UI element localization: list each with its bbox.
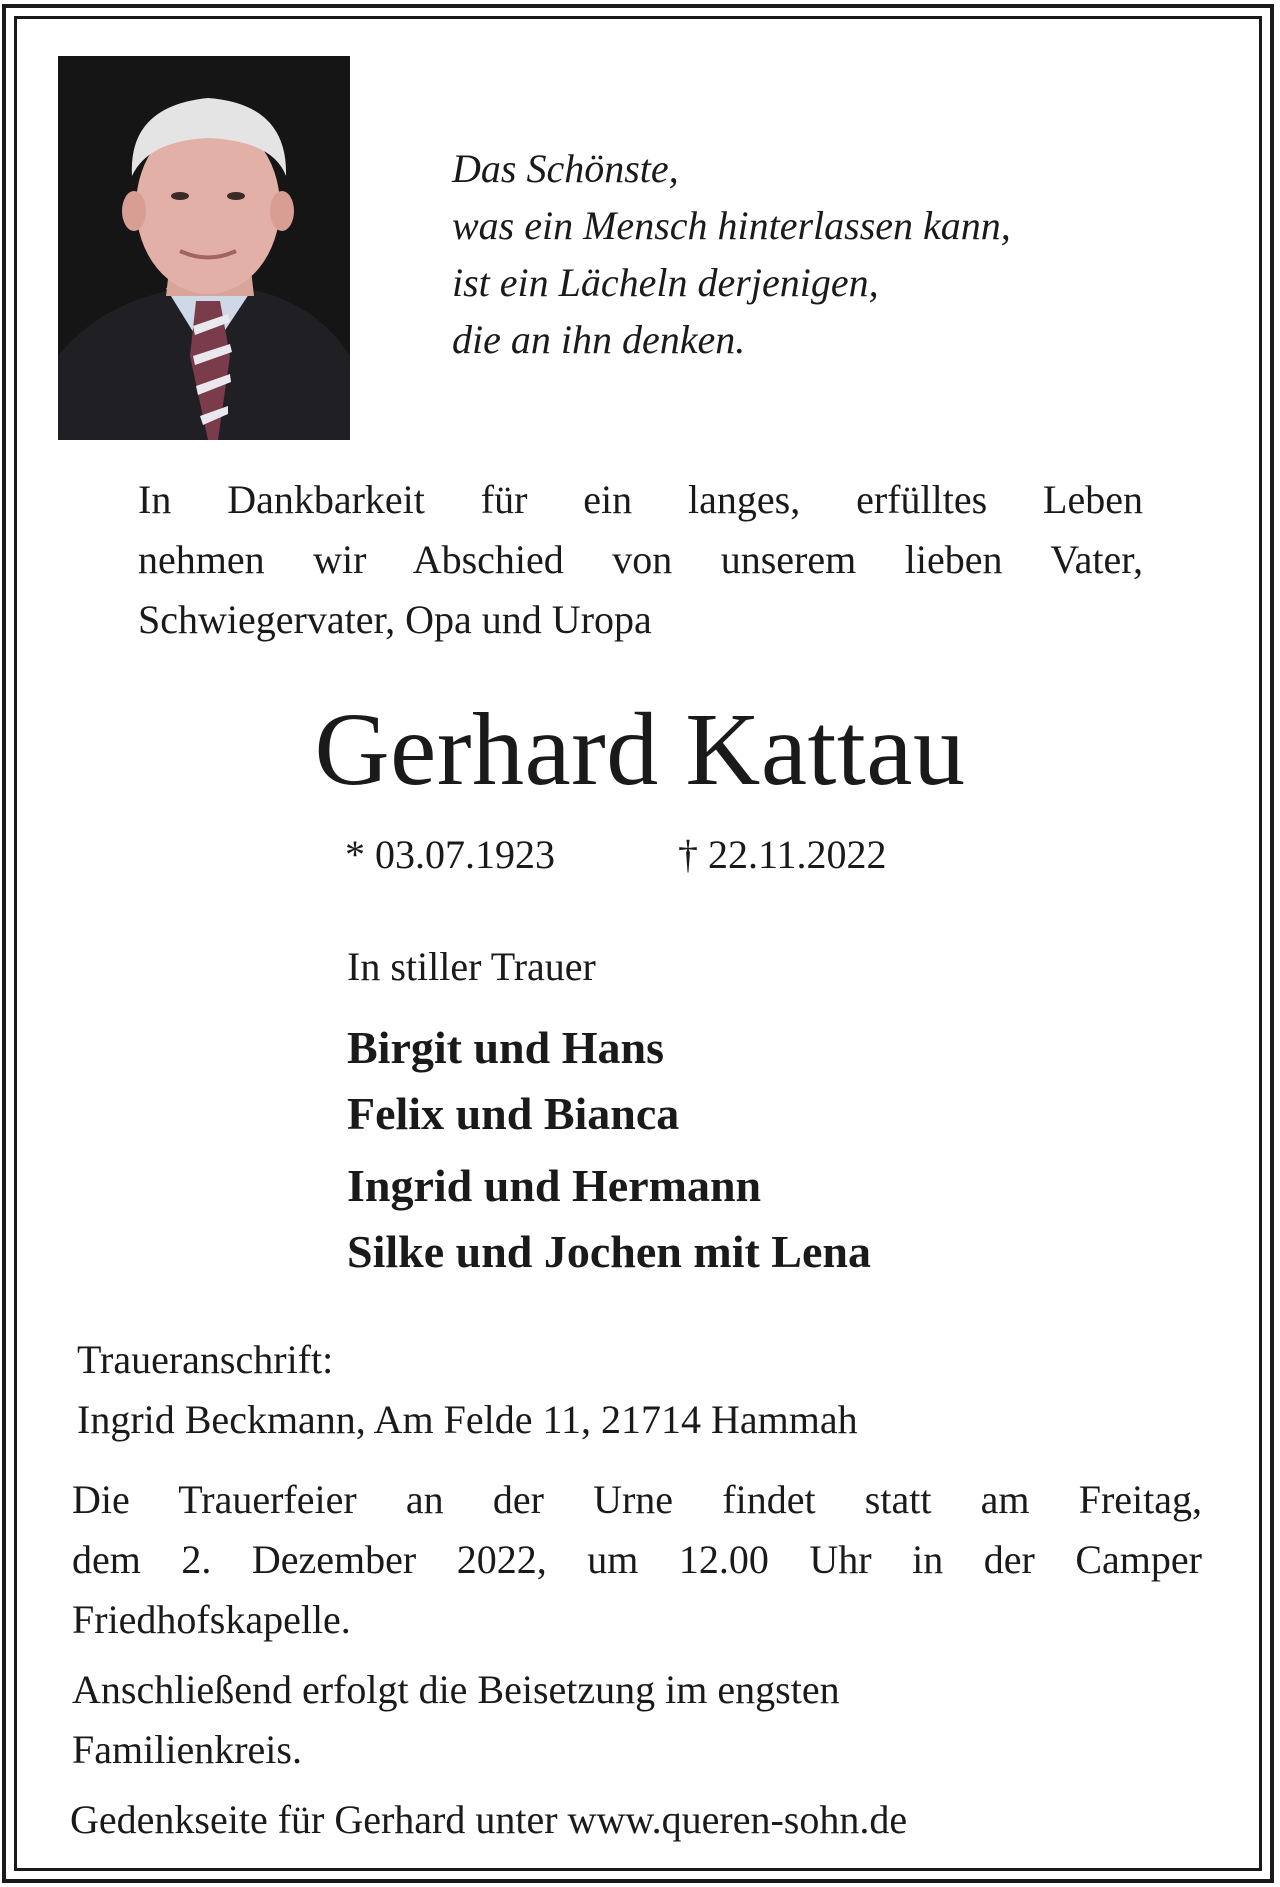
mourner-name: Birgit und Hans	[347, 1022, 664, 1073]
burial-line: Anschließend erfolgt die Beisetzung im engsten	[72, 1667, 840, 1712]
quote	[452, 140, 1011, 368]
deceased-name: Gerhard Kattau	[314, 692, 966, 807]
portrait-image	[58, 56, 350, 440]
address-value: Ingrid Beckmann, Am Felde 11, 21714 Hammah	[77, 1397, 858, 1442]
quote-line: die an ihn denken.	[452, 317, 746, 362]
quote-line: Das Schönste,	[452, 146, 679, 191]
quote-line: was ein Mensch hinterlassen kann,	[452, 203, 1011, 248]
ceremony-line: Friedhofskapelle.	[72, 1597, 351, 1642]
ceremony-line: Die Trauerfeier an der Urne findet statt am Freitag,	[72, 1477, 1202, 1522]
death-date: † 22.11.2022	[678, 832, 887, 877]
intro-line: In Dankbarkeit für ein langes, erfülltes Leben	[138, 477, 1143, 522]
mourner-name: Felix und Bianca	[347, 1088, 680, 1139]
quote-line: ist ein Lächeln derjenigen,	[452, 260, 879, 305]
burial-line: Familienkreis.	[72, 1727, 302, 1772]
mourners-list	[347, 1015, 871, 1285]
intro-line: nehmen wir Abschied von unserem lieben Vater,	[138, 537, 1143, 582]
mourning-address	[77, 1330, 858, 1450]
intro-text	[138, 470, 1143, 650]
memorial-page-link[interactable]: Gedenkseite für Gerhard unter www.queren-sohn.de	[70, 1797, 908, 1842]
ceremony-notice	[72, 1470, 1202, 1650]
mourner-name: Ingrid und Hermann	[347, 1160, 762, 1211]
portrait-photo	[58, 56, 350, 440]
mourner-name: Silke und Jochen mit Lena	[347, 1226, 871, 1277]
intro-line: Schwiegervater, Opa und Uropa	[138, 597, 652, 642]
birth-date: * 03.07.1923	[345, 832, 555, 877]
ceremony-line: dem 2. Dezember 2022, um 12.00 Uhr in der Camper	[72, 1537, 1202, 1582]
burial-notice	[72, 1660, 840, 1780]
mourning-heading: In stiller Trauer	[347, 944, 596, 989]
address-label: Traueranschrift:	[77, 1337, 334, 1382]
